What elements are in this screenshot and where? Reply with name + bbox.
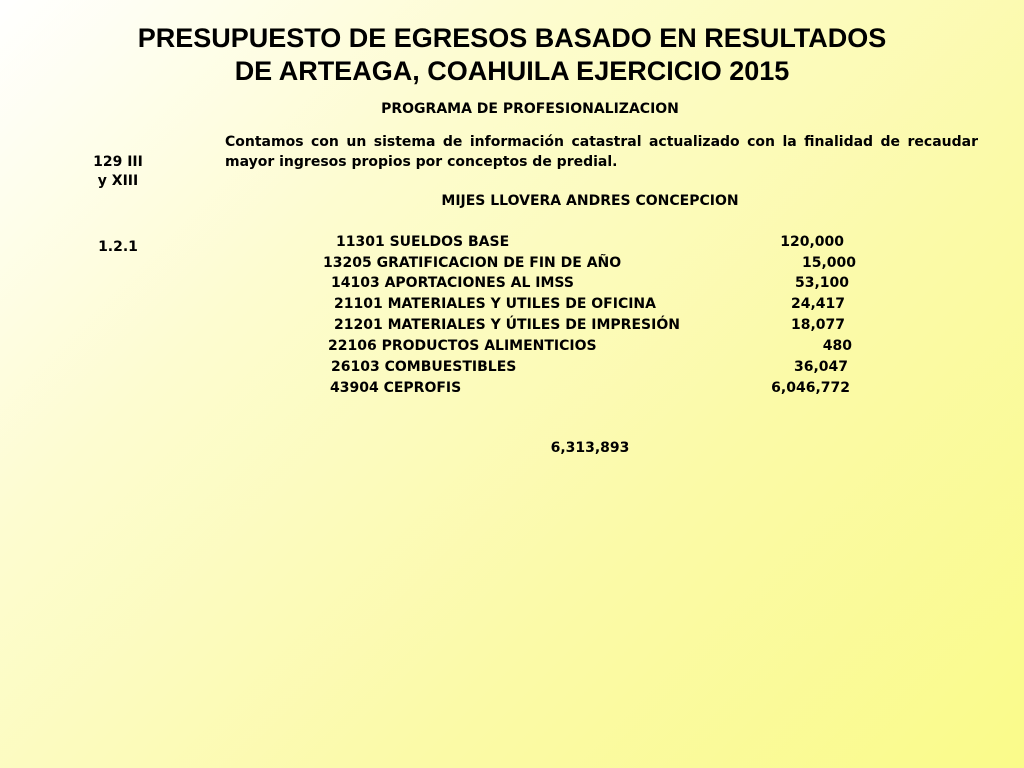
responsible-person: MIJES LLOVERA ANDRES CONCEPCION (441, 193, 739, 209)
budget-total: 6,313,893 (550, 440, 630, 456)
article-line-1: 129 III (93, 154, 143, 170)
budget-amount: 480 (822, 338, 852, 354)
budget-amount: 53,100 (794, 275, 849, 291)
budget-concept: 21201 MATERIALES Y ÚTILES DE IMPRESIÓN (334, 317, 680, 333)
article-reference (70, 153, 166, 191)
budget-row (0, 253, 1024, 273)
budget-concept: 11301 SUELDOS BASE (336, 234, 510, 250)
program-description: Contamos con un sistema de información catastral actualizado con la finalidad de recaudar mayor ingresos propios por conceptos de predial. (225, 134, 978, 170)
budget-concept: 13205 GRATIFICACION DE FIN DE AÑO (323, 255, 622, 271)
title-line-1: PRESUPUESTO DE EGRESOS BASADO EN RESULTADOS (137, 23, 887, 53)
budget-concept: 22106 PRODUCTOS ALIMENTICIOS (328, 338, 597, 354)
budget-amount: 18,077 (790, 317, 845, 333)
budget-amount: 15,000 (801, 255, 856, 271)
budget-row (0, 232, 1024, 252)
budget-concept: 43904 CEPROFIS (330, 380, 462, 396)
document-title (0, 22, 1024, 88)
budget-amount: 6,046,772 (771, 380, 850, 396)
budget-amount: 120,000 (780, 234, 844, 250)
budget-concept: 21101 MATERIALES Y UTILES DE OFICINA (334, 296, 656, 312)
program-name: PROGRAMA DE PROFESIONALIZACION (381, 101, 679, 117)
program-code: 1.2.1 (98, 239, 138, 255)
budget-row (0, 294, 1024, 314)
budget-row (0, 315, 1024, 335)
budget-row (0, 357, 1024, 377)
title-line-2: DE ARTEAGA, COAHUILA EJERCICIO 2015 (234, 56, 790, 86)
budget-row (0, 273, 1024, 293)
article-line-2: y XIII (97, 173, 139, 189)
budget-concept: 14103 APORTACIONES AL IMSS (331, 275, 574, 291)
budget-concept: 26103 COMBUESTIBLES (331, 359, 517, 375)
budget-amount: 24,417 (790, 296, 845, 312)
budget-row (0, 336, 1024, 356)
budget-amount: 36,047 (793, 359, 848, 375)
budget-row (0, 378, 1024, 398)
